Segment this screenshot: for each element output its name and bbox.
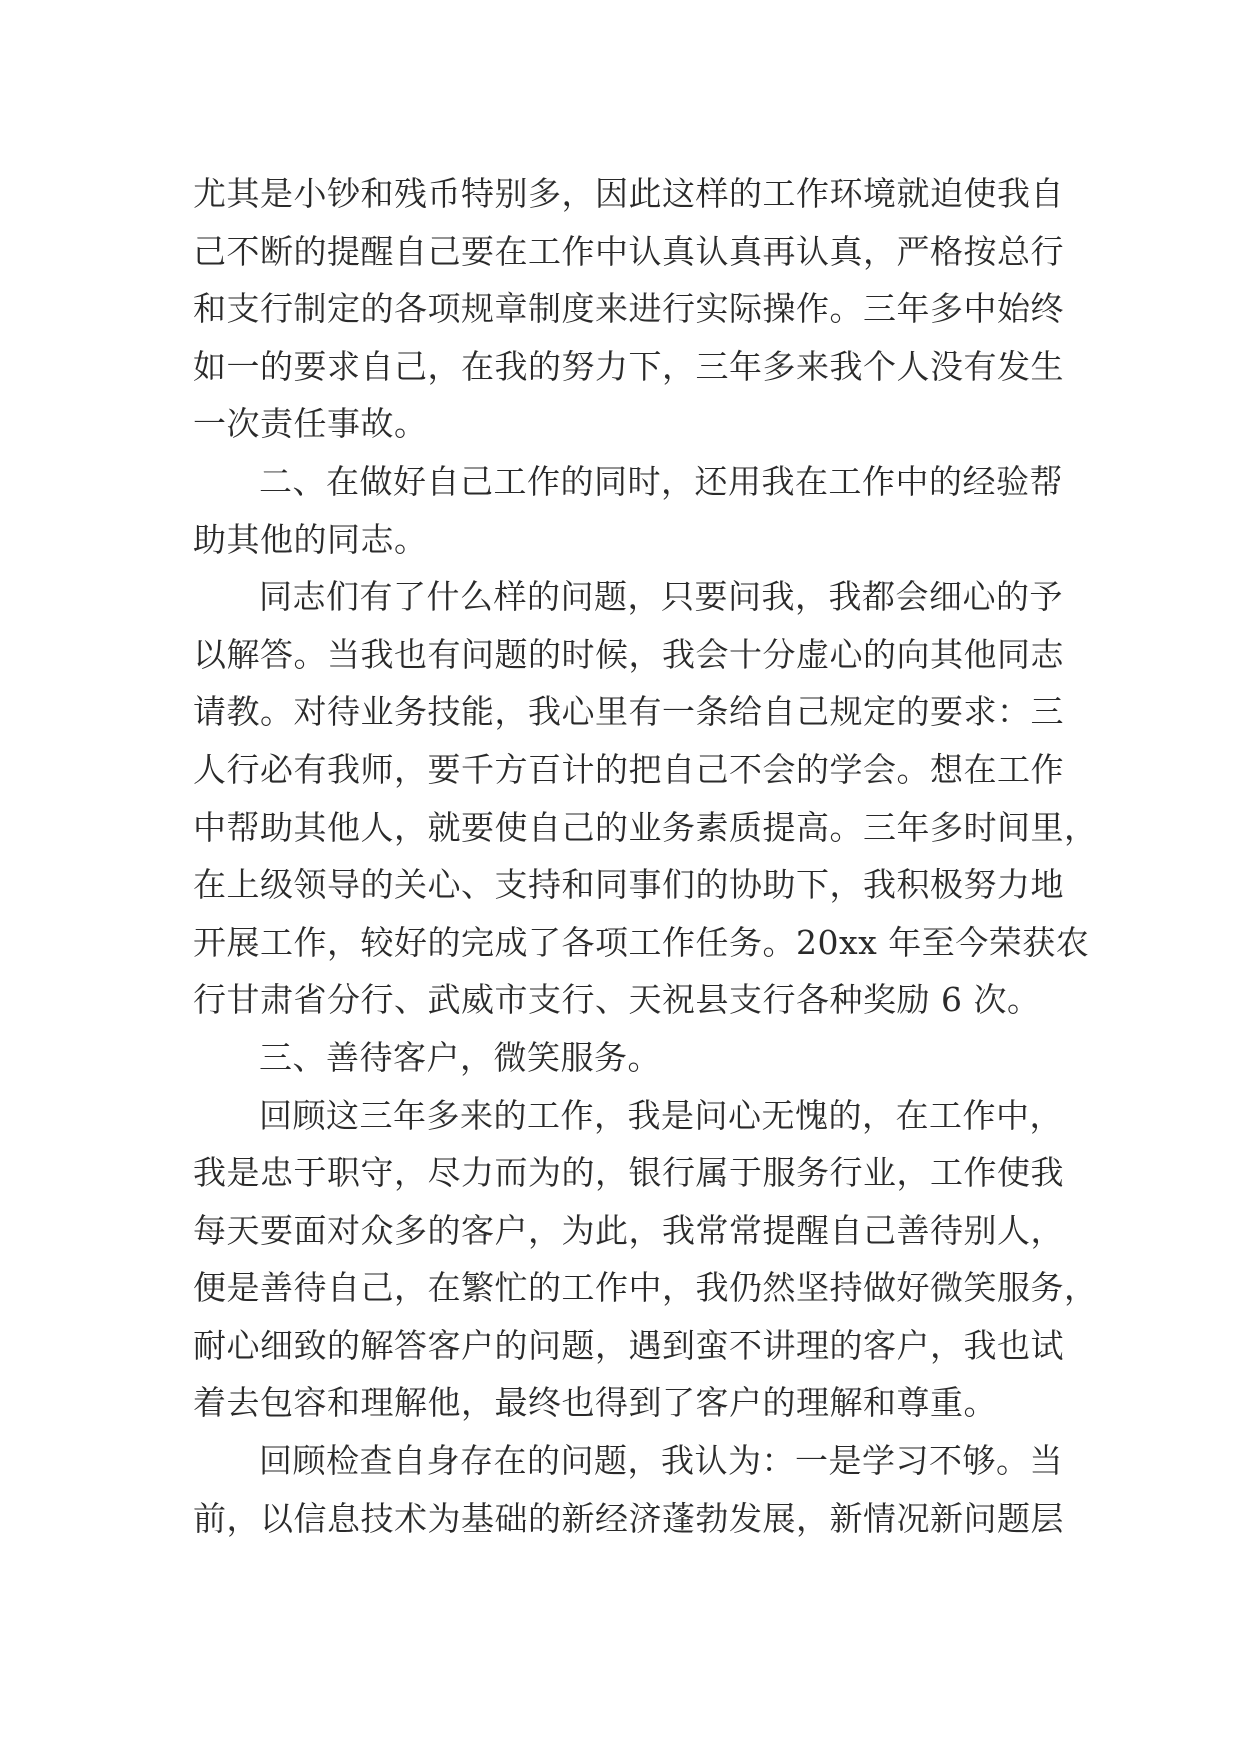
body-text — [193, 165, 1098, 1547]
text-line: 人行必有我师，要千方百计的把自己不会的学会。想在工作 — [193, 749, 1064, 789]
text-line: 行甘肃省分行、武威市支行、天祝县支行各种奖励 6 次。 — [193, 980, 1041, 1020]
text-line: 回顾检查自身存在的问题，我认为：一是学习不够。当 — [259, 1441, 1063, 1481]
text-line: 在上级领导的关心、支持和同事们的协助下，我积极努力地 — [193, 865, 1064, 905]
text-line: 中帮助其他人，就要使自己的业务素质提高。三年多时间里， — [193, 807, 1098, 847]
text-line: 二、在做好自己工作的同时，还用我在工作中的经验帮 — [259, 461, 1063, 501]
text-line: 着去包容和理解他，最终也得到了客户的理解和尊重。 — [193, 1383, 997, 1423]
text-line: 便是善待自己，在繁忙的工作中，我仍然坚持做好微笑服务， — [193, 1268, 1098, 1308]
text-line: 尤其是小钞和残币特别多，因此这样的工作环境就迫使我自 — [193, 174, 1064, 213]
text-line: 如一的要求自己，在我的努力下，三年多来我个人没有发生 — [193, 346, 1064, 386]
text-line: 每天要面对众多的客户，为此，我常常提醒自己善待别人， — [193, 1210, 1064, 1250]
text-line: 前，以信息技术为基础的新经济蓬勃发展，新情况新问题层 — [193, 1498, 1064, 1538]
text-line: 回顾这三年多来的工作，我是问心无愧的，在工作中， — [259, 1095, 1063, 1135]
text-line: 己不断的提醒自己要在工作中认真认真再认真，严格按总行 — [193, 231, 1064, 271]
text-line: 一次责任事故。 — [193, 404, 428, 444]
text-line: 开展工作，较好的完成了各项工作任务。20xx 年至今荣获农 — [193, 922, 1090, 962]
text-line: 助其他的同志。 — [193, 519, 428, 559]
text-line: 同志们有了什么样的问题，只要问我，我都会细心的予 — [259, 577, 1063, 617]
text-line: 和支行制定的各项规章制度来进行实际操作。三年多中始终 — [193, 289, 1064, 329]
text-line: 耐心细致的解答客户的问题，遇到蛮不讲理的客户，我也试 — [193, 1325, 1064, 1365]
text-line: 请教。对待业务技能，我心里有一条给自己规定的要求：三 — [193, 692, 1064, 732]
text-line: 三、善待客户，微笑服务。 — [259, 1037, 661, 1077]
text-line: 我是忠于职守，尽力而为的，银行属于服务行业，工作使我 — [193, 1153, 1064, 1193]
text-line: 以解答。当我也有问题的时候，我会十分虚心的向其他同志 — [193, 634, 1064, 674]
